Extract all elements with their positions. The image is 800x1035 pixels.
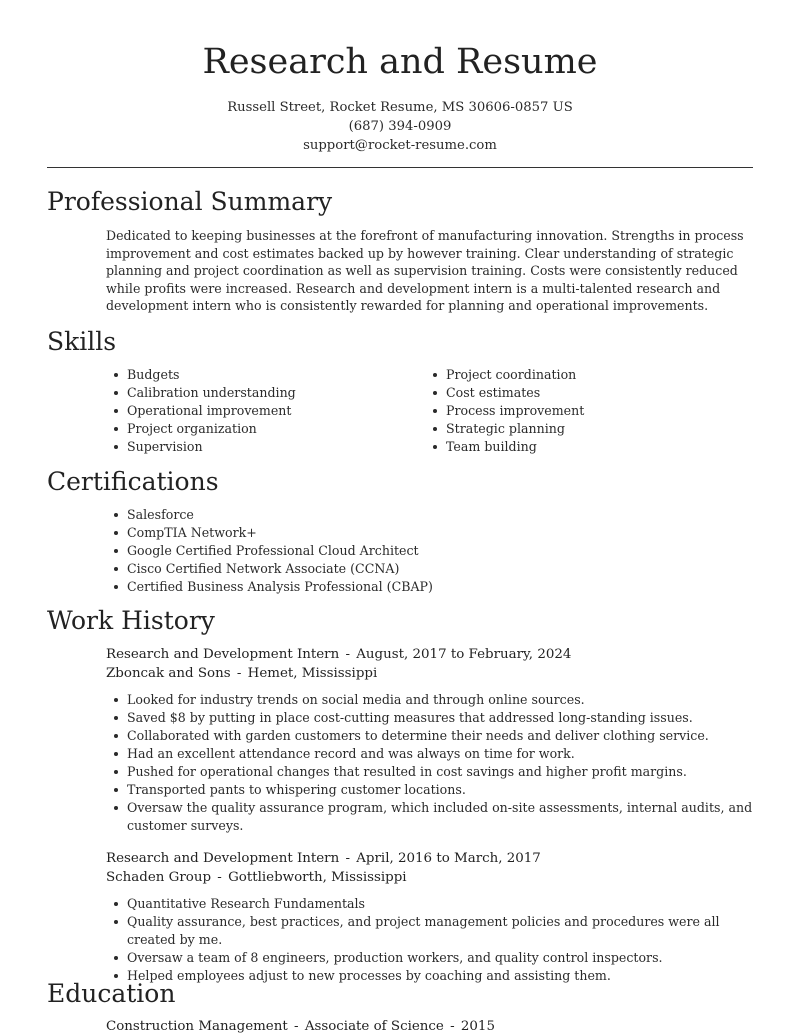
- job-title-line: [106, 645, 571, 664]
- job-company: Schaden Group: [106, 870, 212, 885]
- skill-item: Cost estimates: [425, 384, 745, 402]
- skill-item: Process improvement: [425, 402, 745, 420]
- certification-item: Salesforce: [106, 506, 746, 524]
- job-bullet: Looked for industry trends on social media and through online sources.: [106, 691, 766, 709]
- skill-item: Project organization: [106, 420, 416, 438]
- job-bullet: Helped employees adjust to new processes by coaching and assisting them.: [106, 967, 766, 985]
- contact-email: support@rocket-resume.com: [303, 138, 497, 153]
- education-degree: Associate of Science: [304, 1019, 444, 1034]
- job-location: Gottliebworth, Mississippi: [228, 870, 407, 885]
- summary-heading: Professional Summary: [47, 187, 333, 216]
- certification-item: Google Certified Professional Cloud Architect: [106, 542, 746, 560]
- skills-list-right: [425, 366, 745, 456]
- job-bullet: Oversaw the quality assurance program, which included on-site assessments, internal audits, and customer surveys.: [106, 799, 766, 835]
- skill-item: Operational improvement: [106, 402, 416, 420]
- job-separator: -: [236, 666, 242, 681]
- header-divider: [47, 167, 753, 168]
- skill-item: Team building: [425, 438, 745, 456]
- certifications-list: [106, 506, 746, 596]
- education-separator: -: [450, 1019, 455, 1034]
- work-history-heading: Work History: [47, 606, 215, 635]
- education-separator: -: [294, 1019, 299, 1034]
- job-role: Research and Development Intern: [106, 647, 340, 662]
- job-separator: -: [345, 851, 350, 866]
- candidate-name: Research and Resume: [202, 42, 598, 82]
- job-bullet: Transported pants to whispering customer locations.: [106, 781, 766, 799]
- job-company: Zboncak and Sons: [106, 666, 231, 681]
- job-role: Research and Development Intern: [106, 851, 340, 866]
- education-field: Construction Management: [106, 1019, 288, 1034]
- education-heading: Education: [47, 979, 176, 1008]
- job-company-line: [106, 664, 377, 683]
- contact-block: [0, 98, 800, 155]
- job-bullet: Saved $8 by putting in place cost-cutting measures that addressed long-standing issues.: [106, 709, 766, 727]
- job-separator: -: [217, 870, 222, 885]
- certification-item: CompTIA Network+: [106, 524, 746, 542]
- job-bullet: Pushed for operational changes that resulted in cost savings and higher profit margins.: [106, 763, 766, 781]
- job-location: Hemet, Mississippi: [247, 666, 378, 681]
- job-separator: -: [345, 647, 350, 662]
- resume-header: [0, 40, 800, 155]
- job-title-line: [106, 849, 541, 868]
- summary-text: Dedicated to keeping businesses at the forefront of manufacturing innovation. Strengths in process improvement and cost estimates backed up by however training. Clear understanding of strategic planning and project coordination as well as supervision training. Costs were consistently reduced while profits were increased. Research and development intern is a multi-talented research and development intern who is consistently rewarded for planning and operational improvements.: [106, 228, 744, 314]
- job-bullets: [106, 895, 766, 985]
- skills-heading: Skills: [47, 327, 117, 356]
- skills-list-left: [106, 366, 416, 456]
- education-year: 2015: [460, 1019, 495, 1034]
- job-dates: April, 2016 to March, 2017: [356, 851, 541, 866]
- job-company-line: [106, 868, 407, 887]
- job-bullets: [106, 691, 766, 835]
- contact-phone: (687) 394-0909: [348, 119, 452, 134]
- skill-item: Project coordination: [425, 366, 745, 384]
- certification-item: Certified Business Analysis Professional (CBAP): [106, 578, 746, 596]
- certification-item: Cisco Certified Network Associate (CCNA): [106, 560, 746, 578]
- job-dates: August, 2017 to February, 2024: [356, 647, 572, 662]
- certifications-heading: Certifications: [47, 467, 219, 496]
- job-bullet: Collaborated with garden customers to determine their needs and deliver clothing service.: [106, 727, 766, 745]
- contact-address: Russell Street, Rocket Resume, MS 30606-0857 US: [227, 100, 573, 115]
- skill-item: Calibration understanding: [106, 384, 416, 402]
- job-bullet: Quality assurance, best practices, and project management policies and procedures were all created by me.: [106, 913, 766, 949]
- job-bullet: Oversaw a team of 8 engineers, production workers, and quality control inspectors.: [106, 949, 766, 967]
- skill-item: Strategic planning: [425, 420, 745, 438]
- job-bullet: Had an excellent attendance record and was always on time for work.: [106, 745, 766, 763]
- job-bullet: Quantitative Research Fundamentals: [106, 895, 766, 913]
- education-entry: [106, 1017, 495, 1035]
- skill-item: Supervision: [106, 438, 416, 456]
- skill-item: Budgets: [106, 366, 416, 384]
